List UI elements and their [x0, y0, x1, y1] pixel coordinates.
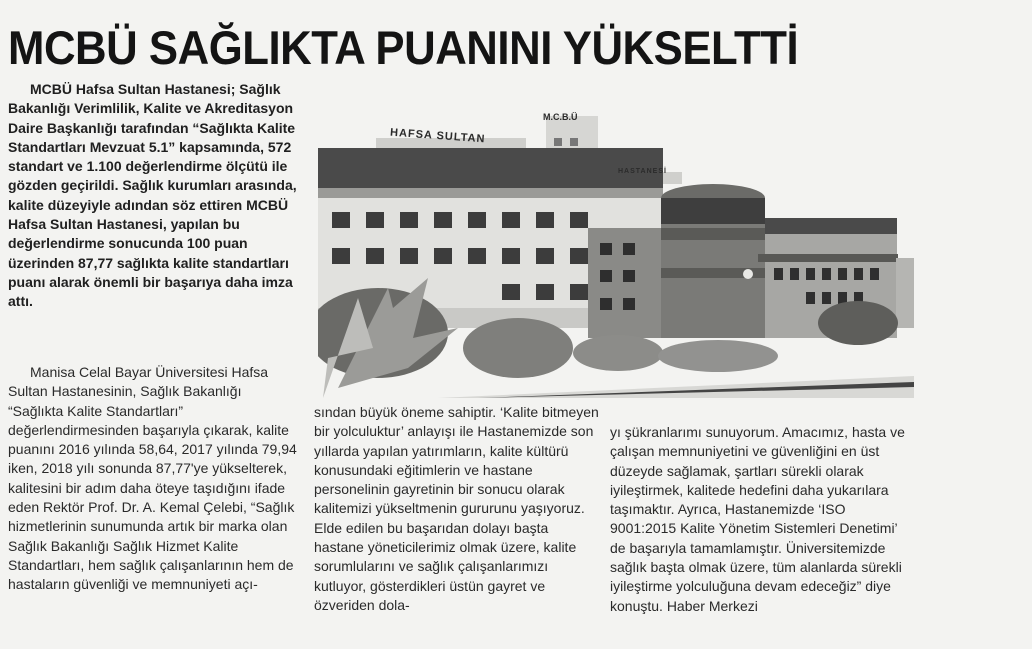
article-column-2: [314, 403, 599, 615]
sign-mcbu: M.C.B.Ü: [543, 112, 578, 122]
hospital-building-image: [318, 108, 914, 398]
column-1-text: Manisa Celal Bayar Üniversitesi Hafsa Sultan Hastanesinin, Sağlık Bakanlığı “Sağlıkta Kalite Standartları” değerlendirmesinden başarıyla çıkarak, kalite puanını 2016 yılında 58,64, 2017 yılında 79,94 iken, 2018 yılı sonunda 87,77'ye yükselterek, kalitesini bir adım daha öteye taşıdığını ifade eden Rektör Prof. Dr. A. Kemal Çelebi, “Sağlık hizmetlerinin sunumunda artık bir marka olan Sağlık Bakanlığı Sağlık Hizmet Kalite Standartları, hem sağlık çalışanlarının hem de hastaların güvenliği ve memnuniyeti açı-: [8, 364, 297, 593]
article-lead: [8, 80, 298, 312]
sign-hafsa-sultan: HAFSA SULTAN: [389, 126, 486, 146]
sign-hastanesi: HASTANESİ: [618, 168, 667, 175]
column-2-text: sından büyük öneme sahiptir. ‘Kalite bitmeyen bir yolculuktur’ anlayışı ile Hastanemizde son yıllarda yapılan yatırımların, kalite kültürü konusundaki eğitimlerin ve hastane personelinin gayretinin bir sonucu olarak kalitemizi yükseltmenin gururunu yaşıyoruz. Elde edilen bu başarıdan dolayı başta hastane yöneticilerimiz olmak üzere, kalite sorumlularını ve sağlık çalışanlarımızı kutluyor, gösterdikleri üstün gayret ve özveriden dola-: [314, 404, 599, 613]
article-column-3: [610, 423, 910, 616]
hospital-photo: [318, 108, 914, 398]
column-3-text: yı şükranlarımı sunuyorum. Amacımız, hasta ve çalışan memnuniyetini ve güvenliğini en üst düzeyde sağlamak, şartları sürekli olarak iyileştirmek, kalitede hedefini daha yukarılara taşımaktır. Ayrıca, Hastanemizde ‘ISO 9001:2015 Kalite Yönetim Sistemleri Denetimi’ de başarıyla tamamlamıştır. Üniversitemizde sağlık başta olmak üzere, tüm alanlarda sürekli iyileştirme yolculuğuna devam edeceğiz” diye konuştu. Haber Merkezi: [610, 424, 905, 614]
article-column-1: [8, 363, 298, 595]
headline: MCBÜ SAĞLIKTA PUANINI YÜKSELTTİ: [8, 21, 799, 74]
lead-text: MCBÜ Hafsa Sultan Hastanesi; Sağlık Bakanlığı Verimlilik, Kalite ve Akreditasyon Daire Başkanlığı tarafından “Sağlıkta Kalite Standartları Mevzuat 5.1” kapsamında, 572 standart ve 1.100 değerlendirme ölçütü ile gözden geçirildi. Sağlık kurumları arasında, kalite düzeyiyle adından söz ettiren MCBÜ Hafsa Sultan Hastanesi, yapılan bu değerlendirme sonucunda 100 puan üzerinden 87,77 sağlıkta kalite standartları puanı alarak önemli bir başarıya daha imza attı.: [8, 81, 297, 310]
